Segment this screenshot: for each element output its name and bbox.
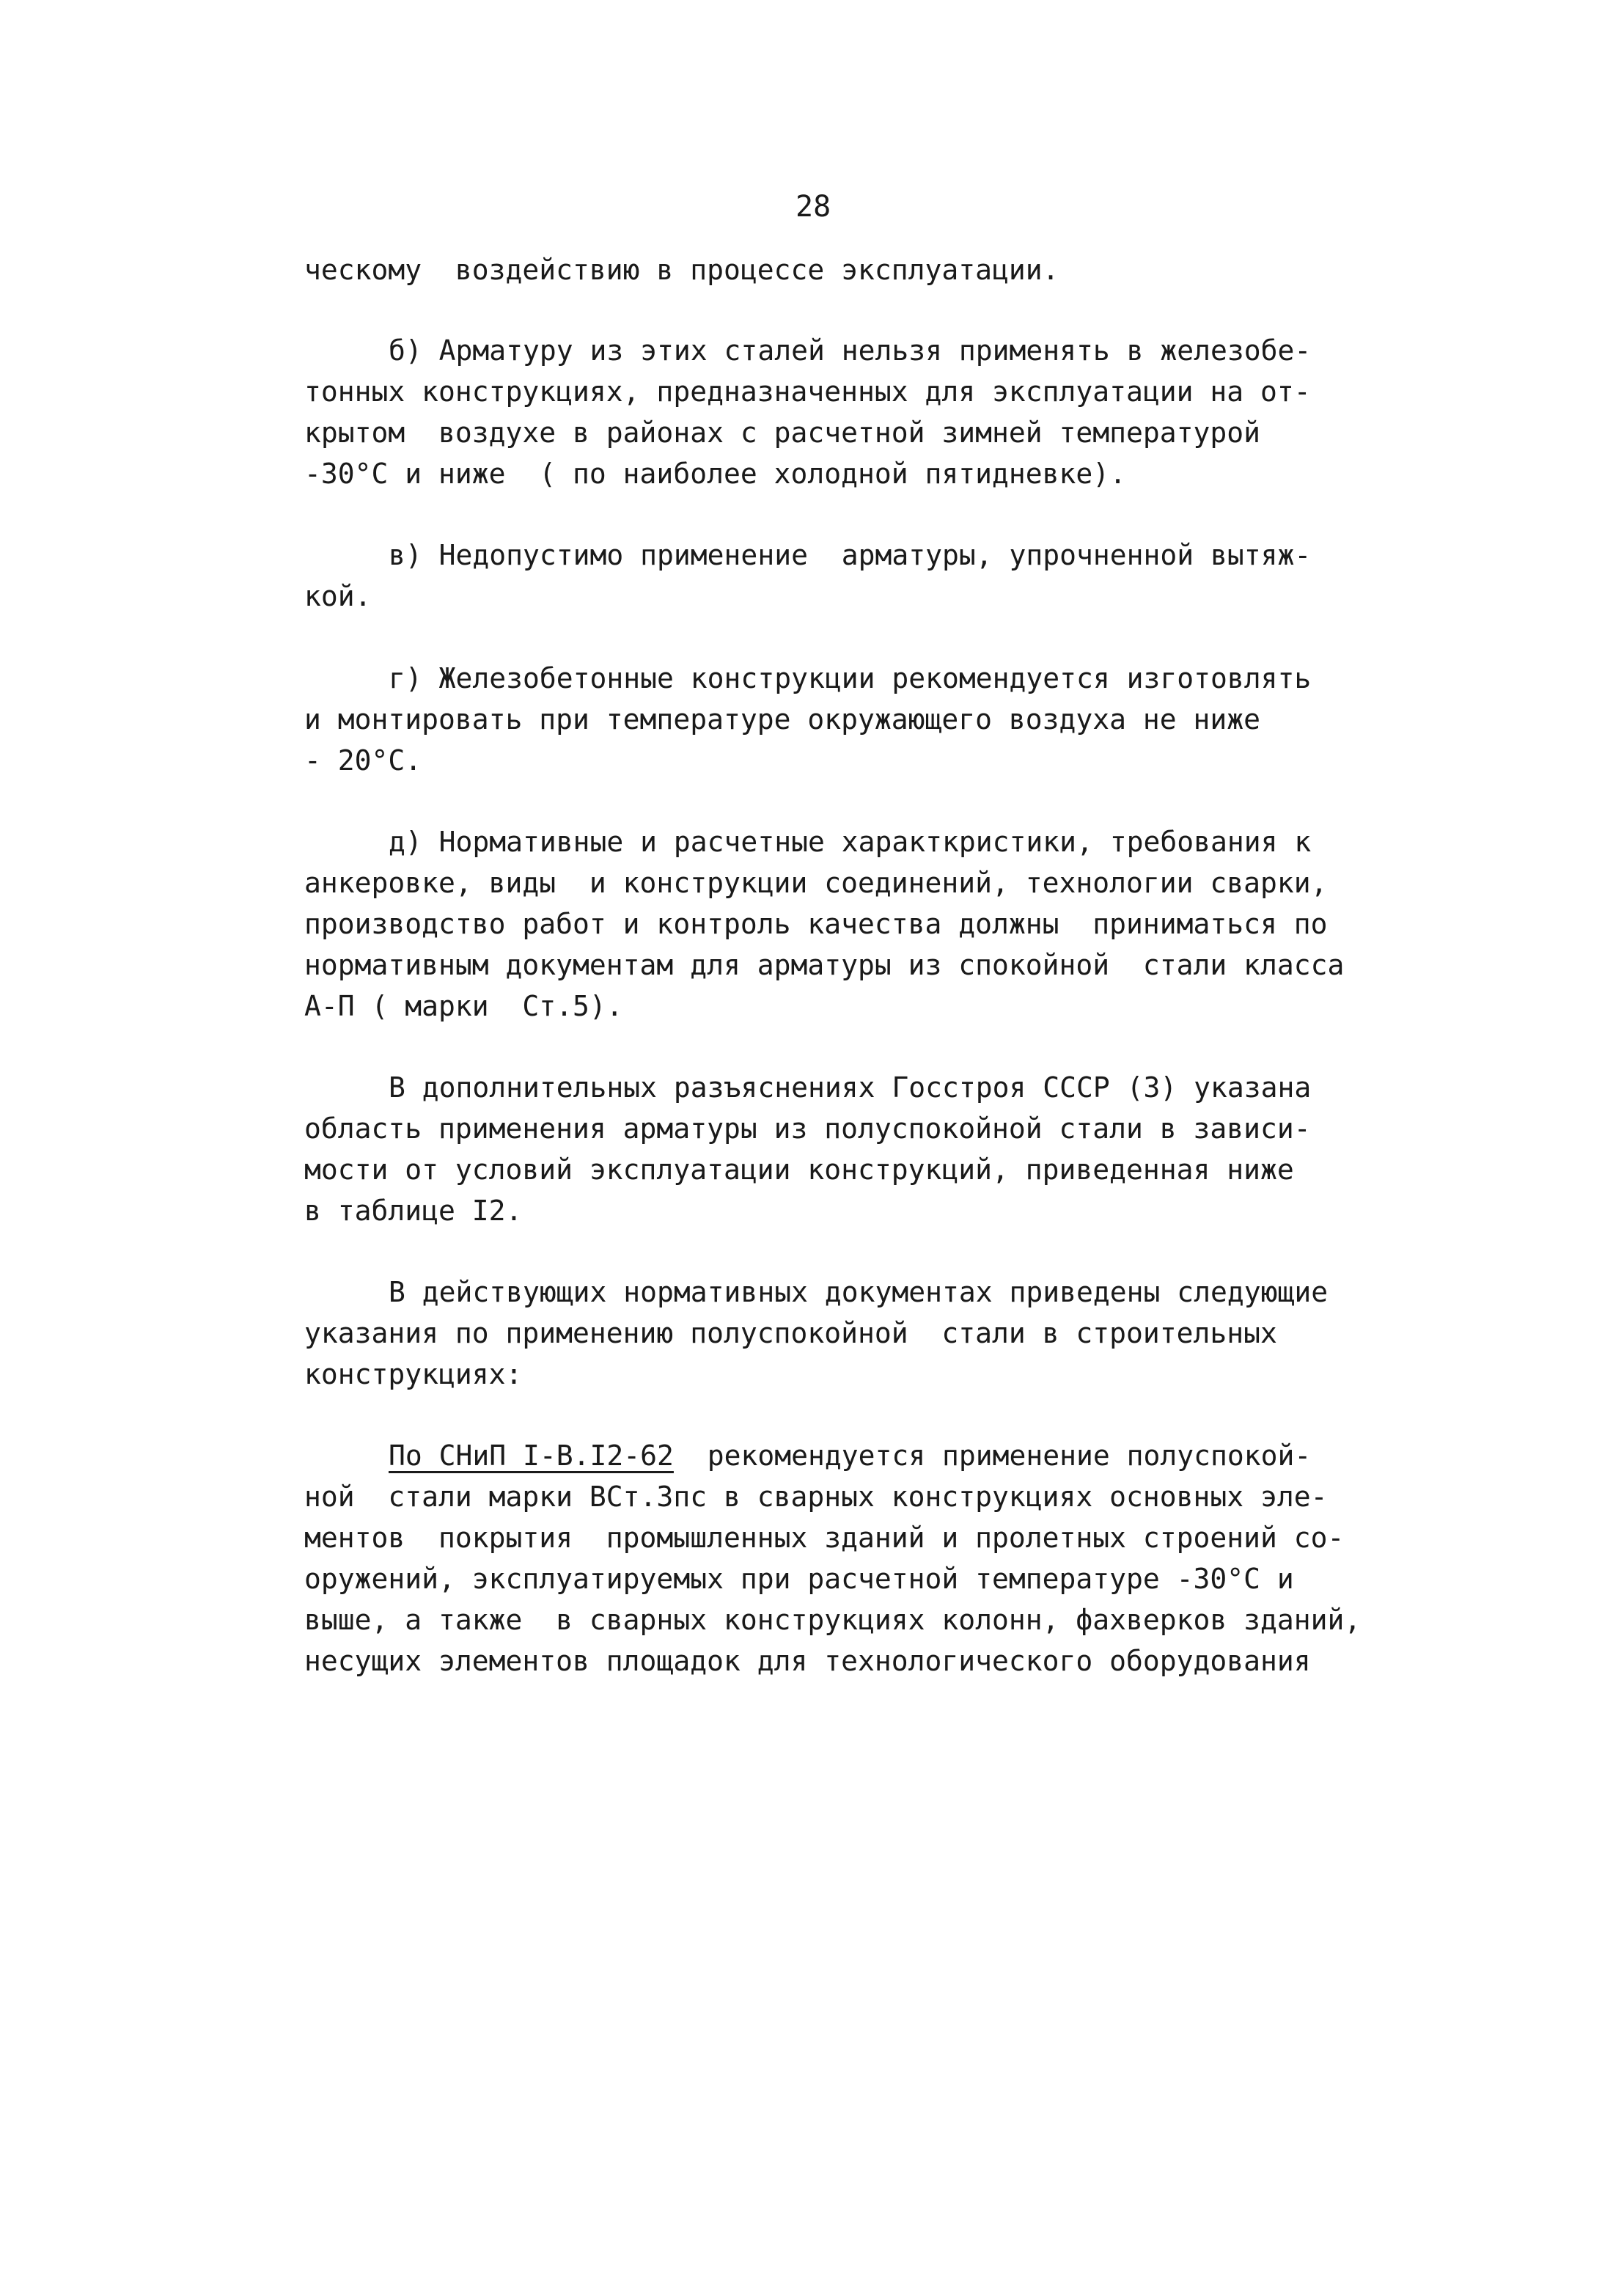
paragraph-d-line: нормативным документам для арматуры из спокойной стали класса	[304, 949, 1345, 981]
paragraph-g-line: и монтировать при температуре окружающего воздуха не ниже	[304, 703, 1261, 736]
paragraph-g-line: г) Железобетонные конструкции рекомендуется изготовлять	[389, 662, 1312, 694]
paragraph-g-line: - 20°С.	[304, 744, 422, 777]
paragraph-line: конструкциях:	[304, 1358, 523, 1390]
page-number: 28	[796, 190, 831, 224]
paragraph-line: область применения арматуры из полуспокойной стали в зависи-	[304, 1112, 1311, 1145]
paragraph-line: мости от условий эксплуатации конструкций, приведенная ниже	[304, 1153, 1294, 1186]
paragraph-snip-first-line	[389, 1434, 1311, 1478]
paragraph-d-line: д) Нормативные и расчетные характкристики, требования к	[389, 826, 1312, 858]
paragraph-v-line: кой.	[304, 580, 372, 612]
paragraph-b-line: крытом воздухе в районах с расчетной зимней температурой	[304, 417, 1261, 449]
paragraph-snip-line: рекомендуется применение полуспокой-	[673, 1439, 1312, 1472]
paragraph-d-line: производство работ и контроль качества должны приниматься по	[304, 908, 1328, 940]
paragraph-line: В дополнительных разъяснениях Госстроя СССР (3) указана	[389, 1071, 1312, 1104]
paragraph-snip-line: выше, а также в сварных конструкциях колонн, фахверков зданий,	[304, 1604, 1362, 1636]
paragraph-d-line: анкеровке, виды и конструкции соединений, технологии сварки,	[304, 867, 1328, 899]
paragraph-d-line: А-П ( марки Ст.5).	[304, 990, 623, 1022]
snip-reference: По СНиП I-В.I2-62	[389, 1439, 674, 1472]
paragraph-line: ческому воздействию в процессе эксплуатации.	[304, 254, 1059, 286]
paragraph-b-line: -30°С и ниже ( по наиболее холодной пятидневке).	[304, 458, 1127, 490]
paragraph-snip-line: оружений, эксплуатируемых при расчетной температуре -30°С и	[304, 1563, 1294, 1595]
paragraph-line: в таблице I2.	[304, 1195, 523, 1227]
paragraph-b-line: б) Арматуру из этих сталей нельзя применять в железобе-	[389, 334, 1312, 367]
paragraph-v-line: в) Недопустимо применение арматуры, упрочненной вытяж-	[389, 539, 1312, 571]
paragraph-line: В действующих нормативных документах приведены следующие	[389, 1276, 1329, 1308]
paragraph-snip-line: несущих элементов площадок для технологического оборудования	[304, 1645, 1311, 1677]
paragraph-line: указания по применению полуспокойной стали в строительных	[304, 1317, 1277, 1349]
paragraph-snip-line: ментов покрытия промышленных зданий и пролетных строений со-	[304, 1522, 1345, 1554]
paragraph-snip-line: ной стали марки ВСт.3пс в сварных конструкциях основных эле-	[304, 1481, 1328, 1513]
paragraph-b-line: тонных конструкциях, предназначенных для эксплуатации на от-	[304, 375, 1311, 408]
